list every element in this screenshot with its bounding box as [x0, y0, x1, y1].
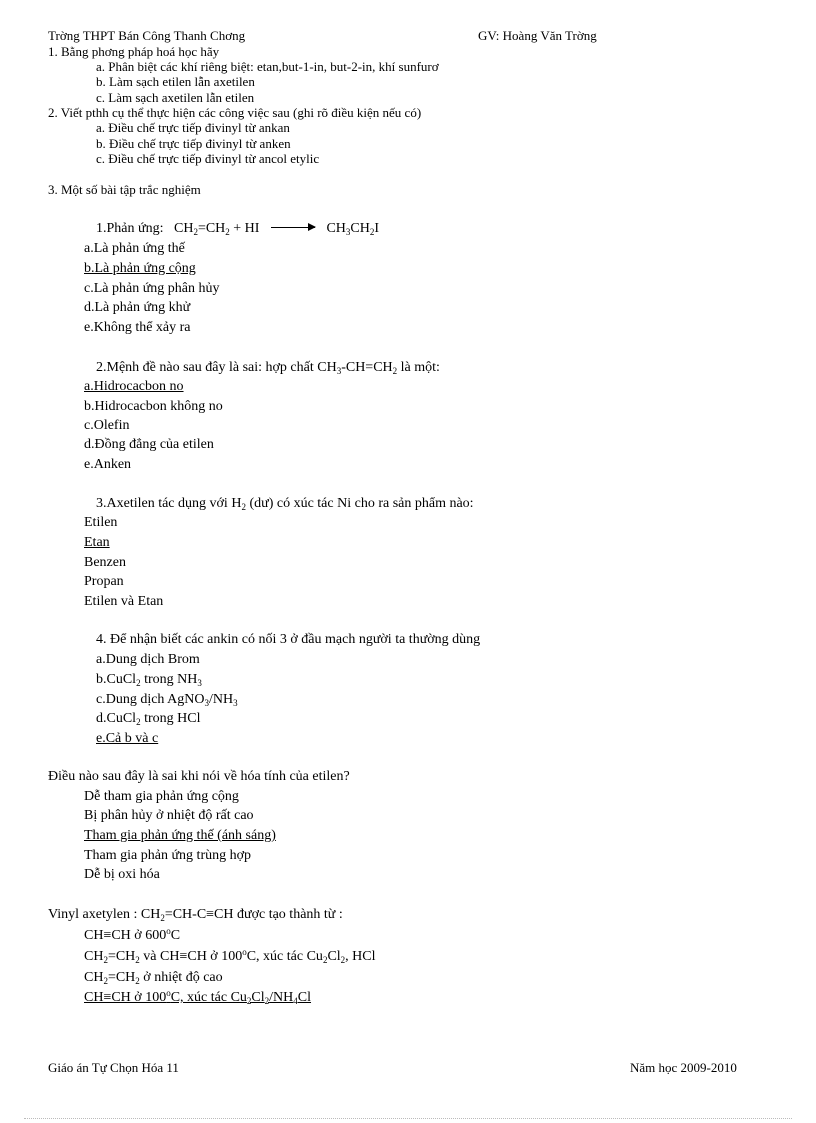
q3-stem-prefix: 3.Axetilen tác dụng với: [96, 496, 232, 511]
q2-option-a-correct: a.Hidrocacbon no: [84, 379, 184, 394]
q6-option-1: CH≡CH ở 600$^o$C: [84, 926, 181, 943]
q4-option-b: b.CuCl$_2$ trong $NH_3$: [96, 672, 202, 688]
section1-item-b: b. Làm sạch etilen lẫn axetilen: [96, 74, 255, 89]
q4-option-d: d.CuCl$_2$ trong HCl: [96, 711, 201, 727]
section1-item-c: c. Làm sạch axetilen lẫn etilen: [96, 90, 255, 105]
page-bottom-divider: [24, 1118, 792, 1119]
section2-item-c: c. Điều chế trực tiếp đivinyl từ ancol etylic: [96, 151, 320, 166]
q2-option-d: d.Đồng đẳng của etilen: [84, 437, 214, 452]
q1-option-e: e.Không thể xảy ra: [84, 320, 191, 335]
q5-option-3-correct: Tham gia phản ứng thế (ánh sáng): [84, 828, 276, 843]
q1-option-a: a.Là phản ứng thế: [84, 241, 185, 256]
q3-h2: $H_2$: [231, 496, 246, 512]
q6-option-3: $CH_2=CH_2$ ở nhiệt độ cao: [84, 970, 223, 986]
q1-product: $CH_3CH_2I$: [326, 221, 380, 237]
q3-option-5: Etilen và Etan: [84, 594, 164, 609]
q4-option-a: a.Dung dịch Brom: [96, 652, 200, 667]
q3-stem: [96, 496, 474, 512]
header-school: Trờng THPT Bán Công Thanh Chơng: [48, 28, 246, 43]
arrow-icon: [271, 227, 315, 228]
q1-reactant: $CH_2=CH_2$ + HI: [173, 221, 260, 237]
q4-option-e-correct: e.Cả b và c: [96, 731, 159, 746]
q2-stem-prefix: 2.Mệnh đề nào sau đây là sai: hợp chất: [96, 360, 318, 375]
footer-right: Năm học 2009-2010: [630, 1060, 737, 1075]
q2-option-c: c.Olefin: [84, 418, 130, 433]
section1-item-a: a. Phân biệt các khí riêng biệt: etan,but-1-in, but-2-in, khí sunfurơ: [96, 59, 439, 74]
section2-item-a: a. Điều chế trực tiếp đivinyl từ ankan: [96, 120, 290, 135]
q2-stem-suffix: là một:: [397, 360, 440, 375]
q2-option-b: b.Hidrocacbon không no: [84, 399, 223, 414]
header-teacher: GV: Hoàng Văn Trờng: [478, 28, 597, 43]
q2-formula: $CH_3-CH=CH_2$: [317, 360, 398, 376]
q1-label: 1.Phản ứng:: [96, 221, 164, 236]
section1-title: 1. Bằng phơng pháp hoá học hãy: [48, 44, 220, 59]
section2-title: 2. Viết pthh cụ thể thực hiện các công việc sau (ghi rõ điều kiện nếu có): [48, 105, 422, 120]
q5-stem: Điều nào sau đây là sai khi nói về hóa tính của etilen?: [48, 769, 350, 784]
q6-stem: Vinyl axetylen : $CH_2=CH-C\equiv CH$ được tạo thành từ :: [48, 907, 343, 923]
q1-stem: [96, 221, 379, 237]
q2-option-e: e.Anken: [84, 457, 132, 472]
footer-left: Giáo án Tự Chọn Hóa 11: [48, 1060, 179, 1075]
q5-option-5: Dễ bị oxi hóa: [84, 867, 160, 882]
q4-stem: 4. Để nhận biết các ankin có nối 3 ở đầu mạch người ta thường dùng: [96, 632, 481, 647]
q4-option-c: c.Dung dịch $AgNO_3/NH_3$: [96, 692, 238, 708]
q3-option-2-correct: Etan: [84, 535, 110, 550]
q3-stem-suffix: (dư) có xúc tác Ni cho ra sản phẩm nào:: [245, 496, 474, 511]
q6-option-2: $CH_2=CH_2$ và CH≡CH ở 100$^o$C, xúc tác $Cu_2Cl_2$, HCl: [84, 947, 376, 965]
section3-title: 3. Một số bài tập trắc nghiệm: [48, 182, 201, 197]
q6-option-4-correct: CH≡CH ở 100$^o$C, xúc tác $Cu_2Cl_2/NH_4Cl$: [84, 988, 312, 1006]
q2-stem: [96, 360, 440, 376]
section2-item-b: b. Điều chế trực tiếp đivinyl từ anken: [96, 136, 291, 151]
q3-option-4: Propan: [84, 574, 124, 589]
q5-option-1: Dễ tham gia phản ứng cộng: [84, 789, 239, 804]
q5-option-4: Tham gia phản ứng trùng hợp: [84, 848, 252, 863]
q1-option-d: d.Là phản ứng khử: [84, 300, 191, 315]
q3-option-1: Etilen: [84, 515, 118, 530]
q3-option-3: Benzen: [84, 555, 126, 570]
q1-option-b-correct: b.Là phản ứng cộng: [84, 261, 196, 276]
q5-option-2: Bị phân hủy ở nhiệt độ rất cao: [84, 808, 254, 823]
q1-option-c: c.Là phản ứng phân hủy: [84, 281, 220, 296]
